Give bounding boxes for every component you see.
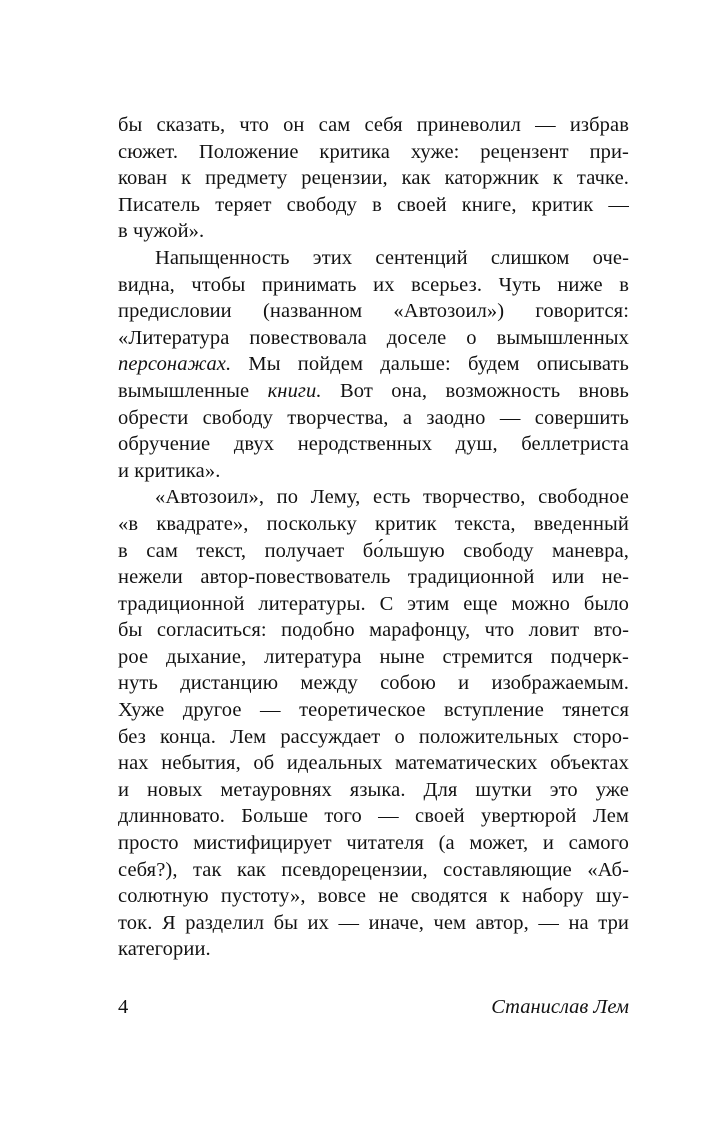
text-line bbox=[118, 112, 629, 139]
text-segment: в сам текст, получает бо́льшую свободу маневра, bbox=[118, 539, 629, 562]
text-segment: нуть дистанцию между собою и изображаемым. bbox=[118, 672, 629, 695]
text-segment: и критика». bbox=[118, 459, 221, 482]
text-line bbox=[118, 511, 629, 538]
text-segment: рое дыхание, литература ныне стремится подчерк- bbox=[118, 645, 629, 668]
text-segment: длинновато. Больше того — своей увертюрой Лем bbox=[118, 805, 629, 828]
text-line bbox=[118, 351, 629, 378]
paragraph bbox=[118, 245, 629, 484]
text-block bbox=[118, 112, 629, 963]
text-segment: Напыщенность этих сентенций слишком оче- bbox=[155, 246, 629, 269]
text-segment: бы согласиться: подобно марафонцу, что ловит вто- bbox=[118, 619, 629, 642]
text-line bbox=[118, 910, 629, 937]
author-name: Станислав Лем bbox=[491, 996, 629, 1018]
text-segment: бы сказать, что он сам себя приневолил — избрав bbox=[118, 114, 629, 136]
text-line bbox=[118, 405, 629, 432]
text-segment: без конца. Лем рассуждает о положительных сторо- bbox=[118, 725, 629, 748]
text-line bbox=[118, 325, 629, 352]
text-line bbox=[118, 617, 629, 644]
text-line bbox=[118, 484, 629, 511]
text-line bbox=[118, 936, 629, 963]
text-segment: в чужой». bbox=[118, 220, 205, 243]
text-segment: «Литература повествовала доселе о вымышленных bbox=[118, 326, 629, 349]
text-segment: просто мистифицирует читателя (а может, и самого bbox=[118, 832, 629, 855]
text-line bbox=[118, 803, 629, 830]
text-line bbox=[118, 245, 629, 272]
text-line bbox=[118, 272, 629, 299]
paragraph bbox=[118, 112, 629, 245]
text-segment: и новых метауровнях языка. Для шутки это уже bbox=[118, 778, 629, 801]
text-segment: категории. bbox=[118, 938, 211, 961]
text-segment: Мы пойдем дальше: будем описывать bbox=[231, 353, 629, 376]
text-segment: обрести свободу творчества, а заодно — совершить bbox=[118, 406, 629, 429]
text-line bbox=[118, 538, 629, 565]
text-line bbox=[118, 724, 629, 751]
text-line bbox=[118, 857, 629, 884]
text-segment: «в квадрате», поскольку критик текста, введенный bbox=[118, 512, 629, 535]
text-line bbox=[118, 458, 629, 485]
text-line bbox=[118, 298, 629, 325]
text-segment: вымышленные bbox=[118, 379, 268, 402]
text-segment: сюжет. Положение критика хуже: рецензент при- bbox=[118, 140, 629, 163]
text-line bbox=[118, 139, 629, 166]
text-segment: Писатель теряет свободу в своей книге, критик — bbox=[118, 193, 629, 216]
page-number: 4 bbox=[118, 996, 129, 1018]
text-line bbox=[118, 564, 629, 591]
text-line bbox=[118, 431, 629, 458]
text-segment: обручение двух неродственных душ, беллетриста bbox=[118, 433, 629, 456]
text-segment: предисловии (названном «Автозоил») говорится: bbox=[118, 300, 629, 323]
text-segment: Вот она, возможность вновь bbox=[321, 379, 630, 402]
paragraph bbox=[118, 484, 629, 963]
page-footer bbox=[118, 994, 629, 1020]
text-line bbox=[118, 165, 629, 192]
text-line bbox=[118, 378, 629, 405]
text-segment: персонажах. bbox=[118, 353, 232, 376]
text-segment: себя?), так как псевдорецензии, составляющие «Аб- bbox=[118, 858, 629, 881]
text-line bbox=[118, 697, 629, 724]
text-line bbox=[118, 192, 629, 219]
text-segment: нежели автор-повествователь традиционной или не- bbox=[118, 566, 629, 589]
text-line bbox=[118, 591, 629, 618]
text-line bbox=[118, 218, 629, 245]
text-line bbox=[118, 750, 629, 777]
text-line bbox=[118, 644, 629, 671]
text-segment: Хуже другое — теоретическое вступление тянется bbox=[118, 699, 629, 722]
text-segment: кован к предмету рецензии, как каторжник к тачке. bbox=[118, 167, 629, 190]
text-segment: видна, чтобы принимать их всерьез. Чуть ниже в bbox=[118, 273, 629, 296]
text-segment: нах небытия, об идеальных математических объектах bbox=[118, 752, 629, 775]
text-segment: солютную пустоту», вовсе не сводятся к набору шу- bbox=[118, 885, 629, 908]
text-segment: книги. bbox=[267, 379, 322, 402]
text-line bbox=[118, 883, 629, 910]
text-segment: «Автозоил», по Лему, есть творчество, свободное bbox=[155, 486, 629, 509]
text-segment: ток. Я разделил бы их — иначе, чем автор, — на три bbox=[118, 911, 629, 934]
text-line bbox=[118, 670, 629, 697]
text-line bbox=[118, 777, 629, 804]
text-line bbox=[118, 830, 629, 857]
text-segment: традиционной литературы. С этим еще можно было bbox=[118, 592, 629, 615]
